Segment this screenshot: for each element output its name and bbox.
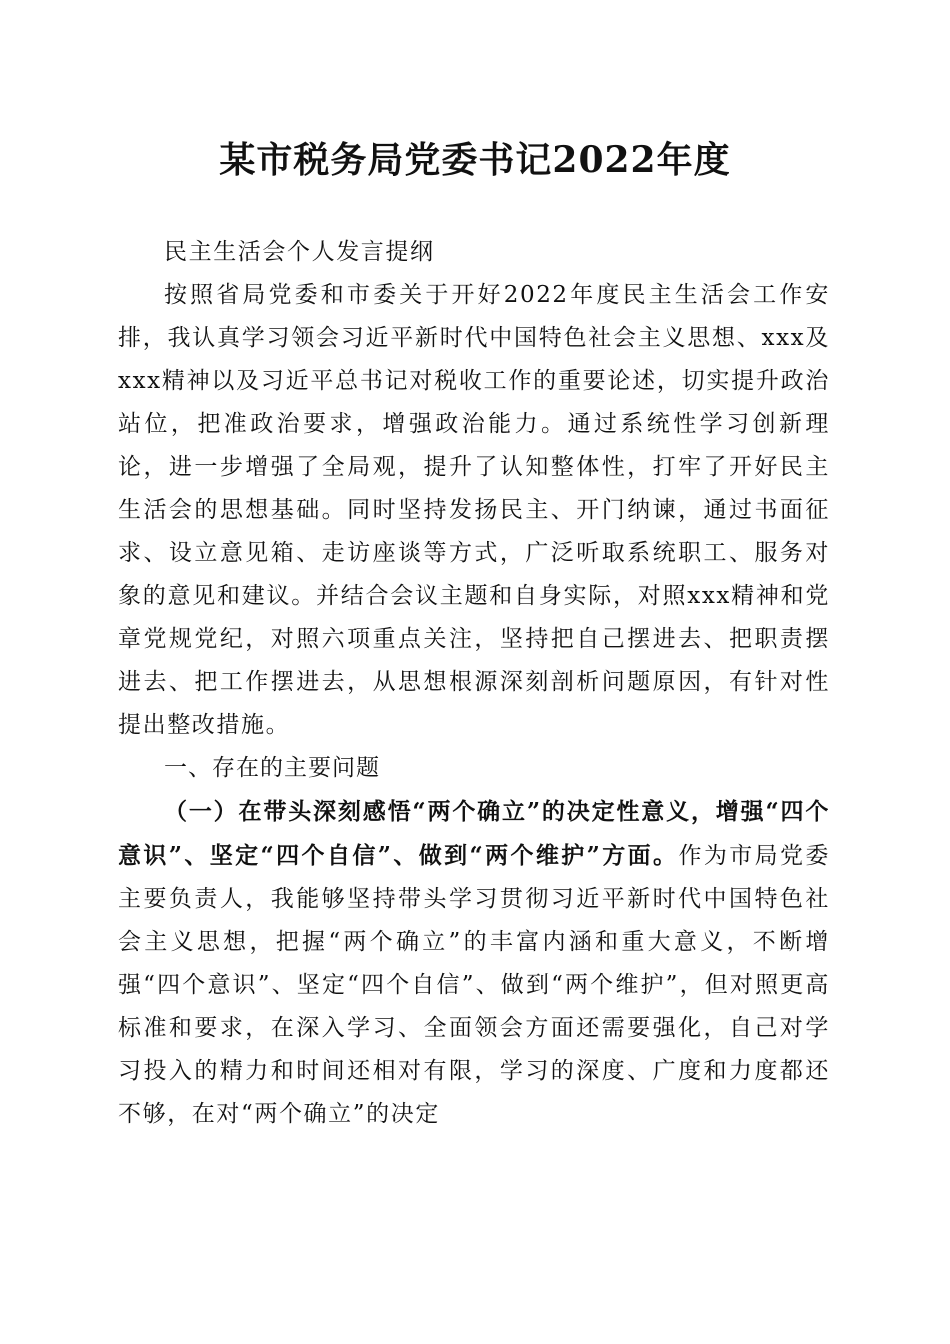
- intro-paragraph: 按照省局党委和市委关于开好2022年度民主生活会工作安排，我认真学习领会习近平新时代中国特色社会主义思想、xxx及xxx精神以及习近平总书记对税收工作的重要论述，切实提升政治站位，把准政治要求，增强政治能力。通过系统性学习创新理论，进一步增强了全局观，提升了认知整体性，打牢了开好民主生活会的思想基础。同时坚持发扬民主、开门纳谏，通过书面征求、设立意见箱、走访座谈等方式，广泛听取系统职工、服务对象的意见和建议。并结合会议主题和自身实际，对照xxx精神和党章党规党纪，对照六项重点关注，坚持把自己摆进去、把职责摆进去、把工作摆进去，从思想根源深刻剖析问题原因，有针对性提出整改措施。: [118, 282, 830, 738]
- document-body: [118, 231, 830, 1136]
- document-title: 某市税务局党委书记2022年度: [219, 139, 731, 181]
- subsection-heading: （一）在带头深刻感悟“两个确立”的决定性意义，增强“四个意识”、坚定“四个自信”、做到“两个维护”方面。: [118, 798, 830, 869]
- subsection-body: 作为市局党委主要负责人，我能够坚持带头学习贯彻习近平新时代中国特色社会主义思想，把握“两个确立”的丰富内涵和重大意义，不断增强“四个意识”、坚定“四个自信”、做到“两个维护”，但对照更高标准和要求，在深入学习、全面领会方面还需要强化，自己对学习投入的精力和时间还相对有限，学习的深度、广度和力度都还不够，在对“两个确立”的决定: [118, 843, 830, 1127]
- document-subtitle: 民主生活会个人发言提纲: [164, 239, 435, 265]
- subsection-paragraph: [118, 790, 830, 1136]
- section-heading: 一、存在的主要问题: [164, 755, 380, 781]
